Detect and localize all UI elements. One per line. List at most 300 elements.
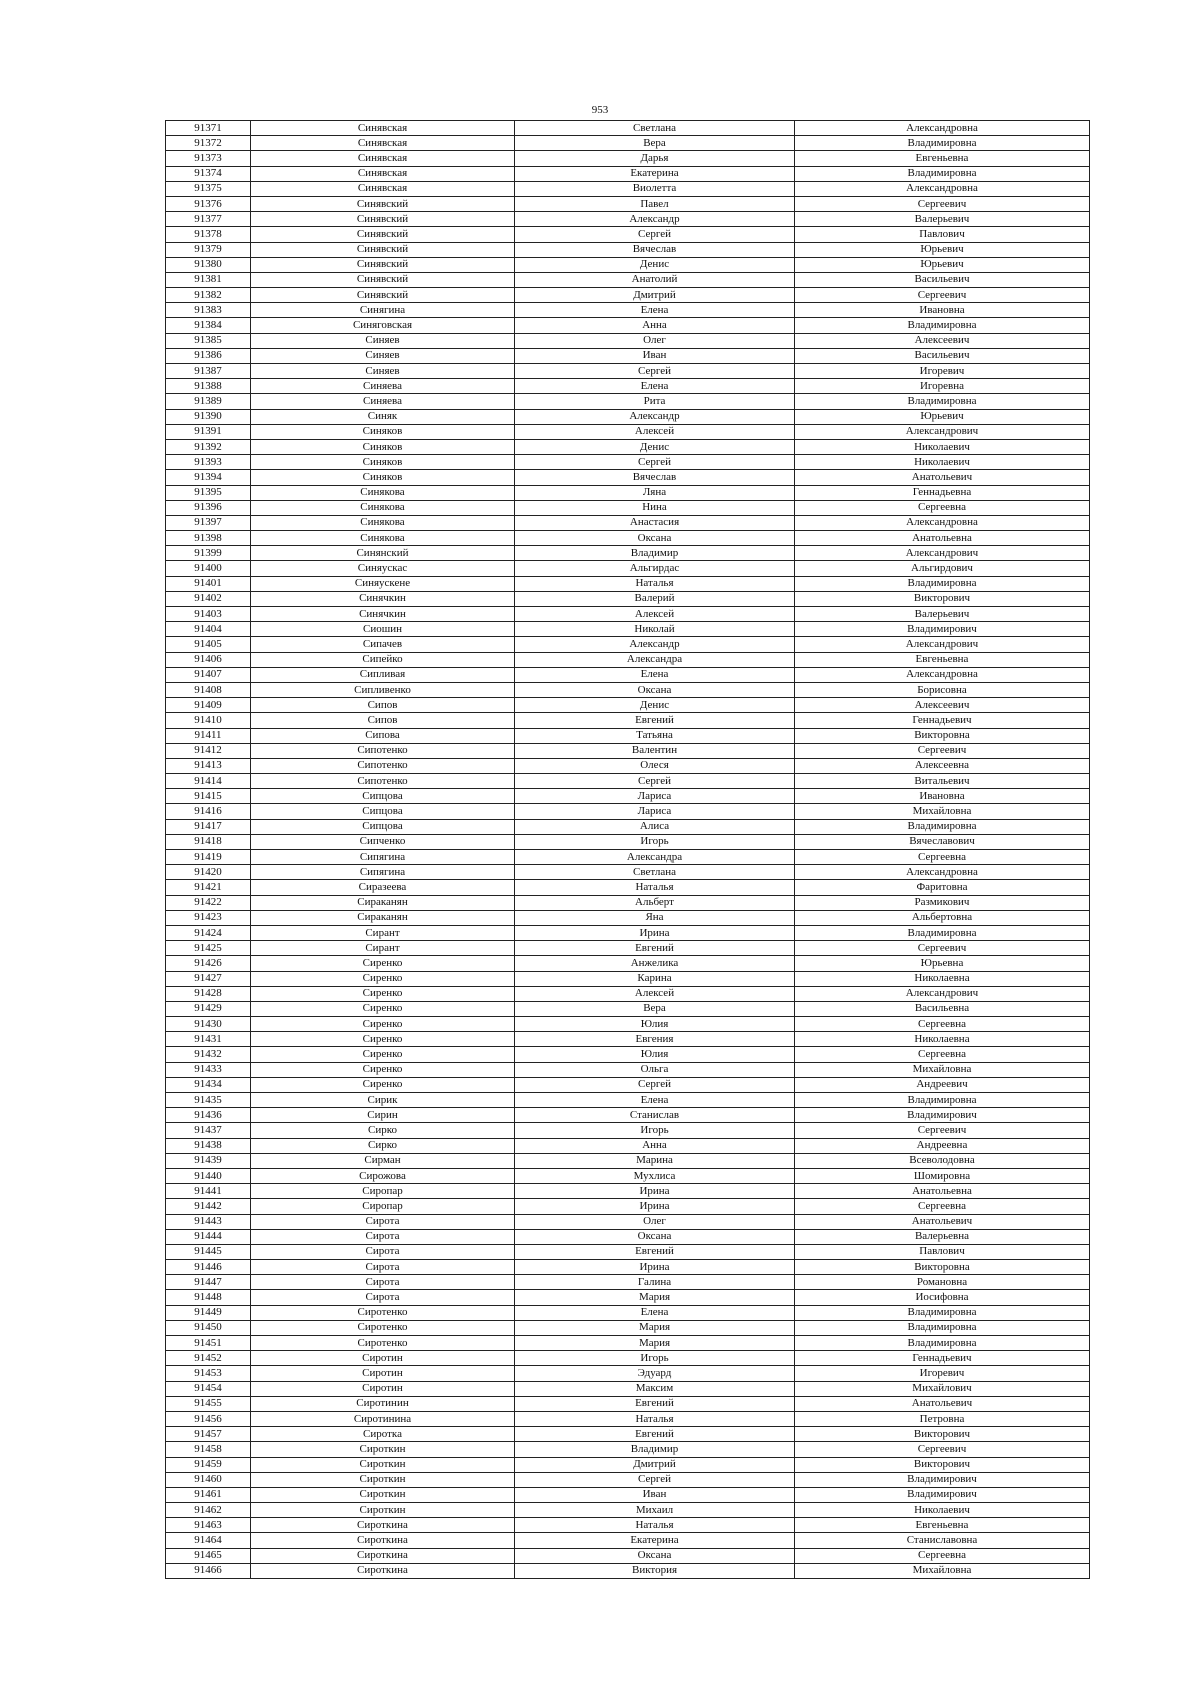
table-row	[166, 212, 1090, 227]
table-row	[166, 743, 1090, 758]
surname-cell: Сипцова	[251, 804, 515, 819]
record-number-cell: 91401	[166, 576, 251, 591]
record-number-cell: 91455	[166, 1396, 251, 1411]
surname-cell: Сирота	[251, 1214, 515, 1229]
table-row	[166, 470, 1090, 485]
record-number-cell: 91437	[166, 1123, 251, 1138]
record-number-cell: 91439	[166, 1153, 251, 1168]
table-row	[166, 364, 1090, 379]
surname-cell: Сипов	[251, 713, 515, 728]
surname-cell: Сипливенко	[251, 682, 515, 697]
table-row	[166, 439, 1090, 454]
record-number-cell: 91406	[166, 652, 251, 667]
patronymic-cell: Александровна	[795, 865, 1090, 880]
patronymic-cell: Шомировна	[795, 1168, 1090, 1183]
table-row	[166, 865, 1090, 880]
patronymic-cell: Всеволодовна	[795, 1153, 1090, 1168]
surname-cell: Синяева	[251, 379, 515, 394]
surname-cell: Сирин	[251, 1108, 515, 1123]
table-row	[166, 348, 1090, 363]
record-number-cell: 91418	[166, 834, 251, 849]
surname-cell: Синяков	[251, 424, 515, 439]
patronymic-cell: Александрович	[795, 546, 1090, 561]
table-row	[166, 1427, 1090, 1442]
surname-cell: Сиротенко	[251, 1305, 515, 1320]
surname-cell: Сироткин	[251, 1487, 515, 1502]
record-number-cell: 91415	[166, 789, 251, 804]
table-row	[166, 758, 1090, 773]
table-row	[166, 728, 1090, 743]
patronymic-cell: Юрьевич	[795, 257, 1090, 272]
patronymic-cell: Геннадьевна	[795, 485, 1090, 500]
surname-cell: Синяев	[251, 348, 515, 363]
record-number-cell: 91413	[166, 758, 251, 773]
surname-cell: Синявская	[251, 151, 515, 166]
patronymic-cell: Владимирович	[795, 1108, 1090, 1123]
record-number-cell: 91397	[166, 515, 251, 530]
surname-cell: Сиренко	[251, 971, 515, 986]
record-number-cell: 91456	[166, 1411, 251, 1426]
table-row	[166, 515, 1090, 530]
given-name-cell: Олеся	[515, 758, 795, 773]
record-number-cell: 91444	[166, 1229, 251, 1244]
given-name-cell: Нина	[515, 500, 795, 515]
surname-cell: Синявский	[251, 196, 515, 211]
surname-cell: Синявский	[251, 212, 515, 227]
record-number-cell: 91373	[166, 151, 251, 166]
given-name-cell: Екатерина	[515, 1533, 795, 1548]
given-name-cell: Анжелика	[515, 956, 795, 971]
table-row	[166, 257, 1090, 272]
surname-cell: Сиренко	[251, 1001, 515, 1016]
table-row	[166, 1123, 1090, 1138]
record-number-cell: 91419	[166, 850, 251, 865]
patronymic-cell: Васильевич	[795, 348, 1090, 363]
patronymic-cell: Валерьевна	[795, 1229, 1090, 1244]
given-name-cell: Ляна	[515, 485, 795, 500]
patronymic-cell: Владимировна	[795, 576, 1090, 591]
table-row	[166, 333, 1090, 348]
given-name-cell: Оксана	[515, 531, 795, 546]
given-name-cell: Олег	[515, 333, 795, 348]
record-number-cell: 91442	[166, 1199, 251, 1214]
given-name-cell: Елена	[515, 1093, 795, 1108]
patronymic-cell: Сергеевич	[795, 743, 1090, 758]
table-row	[166, 1336, 1090, 1351]
patronymic-cell: Михайловна	[795, 804, 1090, 819]
given-name-cell: Олег	[515, 1214, 795, 1229]
given-name-cell: Сергей	[515, 1077, 795, 1092]
table-row	[166, 850, 1090, 865]
patronymic-cell: Викторович	[795, 1427, 1090, 1442]
table-row	[166, 1017, 1090, 1032]
table-row	[166, 774, 1090, 789]
record-number-cell: 91381	[166, 272, 251, 287]
surname-cell: Сипцова	[251, 819, 515, 834]
record-number-cell: 91451	[166, 1336, 251, 1351]
table-row	[166, 652, 1090, 667]
record-number-cell: 91412	[166, 743, 251, 758]
given-name-cell: Денис	[515, 698, 795, 713]
patronymic-cell: Сергеевна	[795, 1548, 1090, 1563]
table-row	[166, 789, 1090, 804]
record-number-cell: 91387	[166, 364, 251, 379]
surname-cell: Синянский	[251, 546, 515, 561]
surname-cell: Сиротин	[251, 1351, 515, 1366]
surname-cell: Сироткин	[251, 1503, 515, 1518]
given-name-cell: Денис	[515, 439, 795, 454]
record-number-cell: 91393	[166, 455, 251, 470]
given-name-cell: Станислав	[515, 1108, 795, 1123]
given-name-cell: Мария	[515, 1290, 795, 1305]
table-row	[166, 910, 1090, 925]
record-number-cell: 91429	[166, 1001, 251, 1016]
given-name-cell: Оксана	[515, 682, 795, 697]
given-name-cell: Александр	[515, 637, 795, 652]
record-number-cell: 91400	[166, 561, 251, 576]
patronymic-cell: Сергеевич	[795, 288, 1090, 303]
patronymic-cell: Владимировна	[795, 318, 1090, 333]
table-row	[166, 409, 1090, 424]
patronymic-cell: Васильевич	[795, 272, 1090, 287]
patronymic-cell: Фаритовна	[795, 880, 1090, 895]
record-number-cell: 91436	[166, 1108, 251, 1123]
given-name-cell: Оксана	[515, 1548, 795, 1563]
patronymic-cell: Владимирович	[795, 1487, 1090, 1502]
patronymic-cell: Ивановна	[795, 789, 1090, 804]
surname-cell: Сироткина	[251, 1518, 515, 1533]
record-number-cell: 91389	[166, 394, 251, 409]
given-name-cell: Дмитрий	[515, 288, 795, 303]
surname-cell: Сиренко	[251, 1047, 515, 1062]
record-number-cell: 91409	[166, 698, 251, 713]
surname-cell: Сиротенко	[251, 1320, 515, 1335]
table-row	[166, 622, 1090, 637]
surname-cell: Сипягина	[251, 850, 515, 865]
table-row	[166, 1396, 1090, 1411]
given-name-cell: Сергей	[515, 227, 795, 242]
given-name-cell: Марина	[515, 1153, 795, 1168]
table-row	[166, 1366, 1090, 1381]
patronymic-cell: Александрович	[795, 424, 1090, 439]
surname-cell: Сирко	[251, 1123, 515, 1138]
record-number-cell: 91430	[166, 1017, 251, 1032]
record-number-cell: 91378	[166, 227, 251, 242]
table-row	[166, 804, 1090, 819]
table-row	[166, 1168, 1090, 1183]
record-number-cell: 91431	[166, 1032, 251, 1047]
given-name-cell: Александр	[515, 212, 795, 227]
surname-cell: Сирота	[251, 1260, 515, 1275]
table-row	[166, 637, 1090, 652]
patronymic-cell: Викторович	[795, 1457, 1090, 1472]
record-number-cell: 91460	[166, 1472, 251, 1487]
patronymic-cell: Павлович	[795, 1244, 1090, 1259]
record-number-cell: 91395	[166, 485, 251, 500]
given-name-cell: Мухлиса	[515, 1168, 795, 1183]
given-name-cell: Валентин	[515, 743, 795, 758]
surname-cell: Сиренко	[251, 1077, 515, 1092]
surname-cell: Сиротин	[251, 1366, 515, 1381]
patronymic-cell: Евгеньевна	[795, 1518, 1090, 1533]
given-name-cell: Алексей	[515, 424, 795, 439]
given-name-cell: Евгений	[515, 1427, 795, 1442]
registry-table-body	[166, 121, 1090, 1579]
table-row	[166, 698, 1090, 713]
table-row	[166, 546, 1090, 561]
surname-cell: Синяговская	[251, 318, 515, 333]
patronymic-cell: Александровна	[795, 181, 1090, 196]
given-name-cell: Валерий	[515, 591, 795, 606]
record-number-cell: 91411	[166, 728, 251, 743]
record-number-cell: 91376	[166, 196, 251, 211]
surname-cell: Синявский	[251, 257, 515, 272]
given-name-cell: Татьяна	[515, 728, 795, 743]
surname-cell: Сипова	[251, 728, 515, 743]
table-row	[166, 667, 1090, 682]
patronymic-cell: Петровна	[795, 1411, 1090, 1426]
page-number: 953	[591, 104, 609, 116]
patronymic-cell: Альгирдович	[795, 561, 1090, 576]
record-number-cell: 91399	[166, 546, 251, 561]
patronymic-cell: Михайловна	[795, 1062, 1090, 1077]
surname-cell: Сироткин	[251, 1457, 515, 1472]
given-name-cell: Мария	[515, 1320, 795, 1335]
table-row	[166, 1108, 1090, 1123]
given-name-cell: Иван	[515, 348, 795, 363]
surname-cell: Сирота	[251, 1244, 515, 1259]
table-row	[166, 303, 1090, 318]
given-name-cell: Ирина	[515, 925, 795, 940]
patronymic-cell: Александровна	[795, 667, 1090, 682]
surname-cell: Синяков	[251, 455, 515, 470]
patronymic-cell: Николаевна	[795, 971, 1090, 986]
record-number-cell: 91454	[166, 1381, 251, 1396]
record-number-cell: 91384	[166, 318, 251, 333]
surname-cell: Сиротинин	[251, 1396, 515, 1411]
table-row	[166, 880, 1090, 895]
given-name-cell: Альберт	[515, 895, 795, 910]
patronymic-cell: Владимировна	[795, 166, 1090, 181]
surname-cell: Сиренко	[251, 956, 515, 971]
record-number-cell: 91461	[166, 1487, 251, 1502]
given-name-cell: Анна	[515, 1138, 795, 1153]
record-number-cell: 91402	[166, 591, 251, 606]
surname-cell: Сирант	[251, 941, 515, 956]
table-row	[166, 1487, 1090, 1502]
table-row	[166, 455, 1090, 470]
given-name-cell: Елена	[515, 667, 795, 682]
given-name-cell: Анна	[515, 318, 795, 333]
table-row	[166, 500, 1090, 515]
patronymic-cell: Владимировна	[795, 925, 1090, 940]
patronymic-cell: Борисовна	[795, 682, 1090, 697]
table-row	[166, 1244, 1090, 1259]
table-row	[166, 1032, 1090, 1047]
surname-cell: Сиренко	[251, 1017, 515, 1032]
record-number-cell: 91447	[166, 1275, 251, 1290]
table-row	[166, 1411, 1090, 1426]
given-name-cell: Вера	[515, 136, 795, 151]
table-row	[166, 1001, 1090, 1016]
record-number-cell: 91394	[166, 470, 251, 485]
patronymic-cell: Сергеевич	[795, 1123, 1090, 1138]
table-row	[166, 1548, 1090, 1563]
patronymic-cell: Викторовна	[795, 728, 1090, 743]
patronymic-cell: Игоревич	[795, 1366, 1090, 1381]
record-number-cell: 91408	[166, 682, 251, 697]
patronymic-cell: Сергеевич	[795, 1442, 1090, 1457]
given-name-cell: Игорь	[515, 1123, 795, 1138]
table-row	[166, 1138, 1090, 1153]
table-row	[166, 1062, 1090, 1077]
surname-cell: Синяков	[251, 439, 515, 454]
record-number-cell: 91462	[166, 1503, 251, 1518]
surname-cell: Сиротинина	[251, 1411, 515, 1426]
given-name-cell: Вячеслав	[515, 242, 795, 257]
table-row	[166, 1457, 1090, 1472]
surname-cell: Сипченко	[251, 834, 515, 849]
patronymic-cell: Витальевич	[795, 774, 1090, 789]
patronymic-cell: Павлович	[795, 227, 1090, 242]
table-row	[166, 288, 1090, 303]
surname-cell: Синявский	[251, 272, 515, 287]
patronymic-cell: Вячеславович	[795, 834, 1090, 849]
record-number-cell: 91464	[166, 1533, 251, 1548]
record-number-cell: 91421	[166, 880, 251, 895]
surname-cell: Сирота	[251, 1290, 515, 1305]
record-number-cell: 91428	[166, 986, 251, 1001]
patronymic-cell: Валерьевич	[795, 212, 1090, 227]
surname-cell: Синяев	[251, 333, 515, 348]
given-name-cell: Карина	[515, 971, 795, 986]
record-number-cell: 91404	[166, 622, 251, 637]
patronymic-cell: Станиславовна	[795, 1533, 1090, 1548]
given-name-cell: Яна	[515, 910, 795, 925]
table-row	[166, 607, 1090, 622]
table-row	[166, 1199, 1090, 1214]
table-row	[166, 591, 1090, 606]
table-row	[166, 682, 1090, 697]
table-row	[166, 272, 1090, 287]
table-row	[166, 379, 1090, 394]
given-name-cell: Евгений	[515, 1396, 795, 1411]
surname-cell: Сироткина	[251, 1548, 515, 1563]
patronymic-cell: Сергеевна	[795, 850, 1090, 865]
patronymic-cell: Михайлович	[795, 1381, 1090, 1396]
record-number-cell: 91422	[166, 895, 251, 910]
patronymic-cell: Александрович	[795, 637, 1090, 652]
table-row	[166, 895, 1090, 910]
surname-cell: Сиропар	[251, 1199, 515, 1214]
table-row	[166, 1290, 1090, 1305]
table-row	[166, 986, 1090, 1001]
given-name-cell: Иван	[515, 1487, 795, 1502]
patronymic-cell: Сергеевна	[795, 500, 1090, 515]
surname-cell: Сирожова	[251, 1168, 515, 1183]
table-row	[166, 1214, 1090, 1229]
given-name-cell: Денис	[515, 257, 795, 272]
surname-cell: Синявская	[251, 181, 515, 196]
table-row	[166, 1093, 1090, 1108]
surname-cell: Сипливая	[251, 667, 515, 682]
record-number-cell: 91466	[166, 1563, 251, 1578]
patronymic-cell: Николаевич	[795, 455, 1090, 470]
surname-cell: Сиошин	[251, 622, 515, 637]
given-name-cell: Павел	[515, 196, 795, 211]
patronymic-cell: Романовна	[795, 1275, 1090, 1290]
patronymic-cell: Сергеевна	[795, 1017, 1090, 1032]
given-name-cell: Анатолий	[515, 272, 795, 287]
record-number-cell: 91398	[166, 531, 251, 546]
given-name-cell: Евгений	[515, 941, 795, 956]
given-name-cell: Мария	[515, 1336, 795, 1351]
record-number-cell: 91446	[166, 1260, 251, 1275]
surname-cell: Сиренко	[251, 1032, 515, 1047]
surname-cell: Сирота	[251, 1275, 515, 1290]
surname-cell: Сиренко	[251, 1062, 515, 1077]
record-number-cell: 91407	[166, 667, 251, 682]
table-row	[166, 1320, 1090, 1335]
table-row	[166, 713, 1090, 728]
patronymic-cell: Николаевна	[795, 1032, 1090, 1047]
given-name-cell: Александр	[515, 409, 795, 424]
patronymic-cell: Владимировна	[795, 136, 1090, 151]
table-row	[166, 196, 1090, 211]
surname-cell: Сирант	[251, 925, 515, 940]
given-name-cell: Светлана	[515, 121, 795, 136]
table-row	[166, 121, 1090, 136]
record-number-cell: 91377	[166, 212, 251, 227]
given-name-cell: Михаил	[515, 1503, 795, 1518]
table-row	[166, 834, 1090, 849]
given-name-cell: Александра	[515, 850, 795, 865]
table-row	[166, 485, 1090, 500]
table-row	[166, 1533, 1090, 1548]
patronymic-cell: Юрьевна	[795, 956, 1090, 971]
patronymic-cell: Михайловна	[795, 1563, 1090, 1578]
surname-cell: Синяускене	[251, 576, 515, 591]
given-name-cell: Ирина	[515, 1199, 795, 1214]
given-name-cell: Ирина	[515, 1184, 795, 1199]
surname-cell: Синяускас	[251, 561, 515, 576]
record-number-cell: 91391	[166, 424, 251, 439]
record-number-cell: 91388	[166, 379, 251, 394]
table-row	[166, 1381, 1090, 1396]
patronymic-cell: Геннадьевич	[795, 713, 1090, 728]
record-number-cell: 91458	[166, 1442, 251, 1457]
given-name-cell: Сергей	[515, 455, 795, 470]
record-number-cell: 91427	[166, 971, 251, 986]
record-number-cell: 91459	[166, 1457, 251, 1472]
patronymic-cell: Владимировна	[795, 1320, 1090, 1335]
given-name-cell: Ольга	[515, 1062, 795, 1077]
record-number-cell: 91449	[166, 1305, 251, 1320]
surname-cell: Сирман	[251, 1153, 515, 1168]
record-number-cell: 91416	[166, 804, 251, 819]
patronymic-cell: Александровна	[795, 515, 1090, 530]
given-name-cell: Оксана	[515, 1229, 795, 1244]
given-name-cell: Алексей	[515, 986, 795, 1001]
record-number-cell: 91417	[166, 819, 251, 834]
record-number-cell: 91435	[166, 1093, 251, 1108]
record-number-cell: 91433	[166, 1062, 251, 1077]
given-name-cell: Вячеслав	[515, 470, 795, 485]
record-number-cell: 91425	[166, 941, 251, 956]
patronymic-cell: Анатольевна	[795, 531, 1090, 546]
table-row	[166, 166, 1090, 181]
given-name-cell: Екатерина	[515, 166, 795, 181]
